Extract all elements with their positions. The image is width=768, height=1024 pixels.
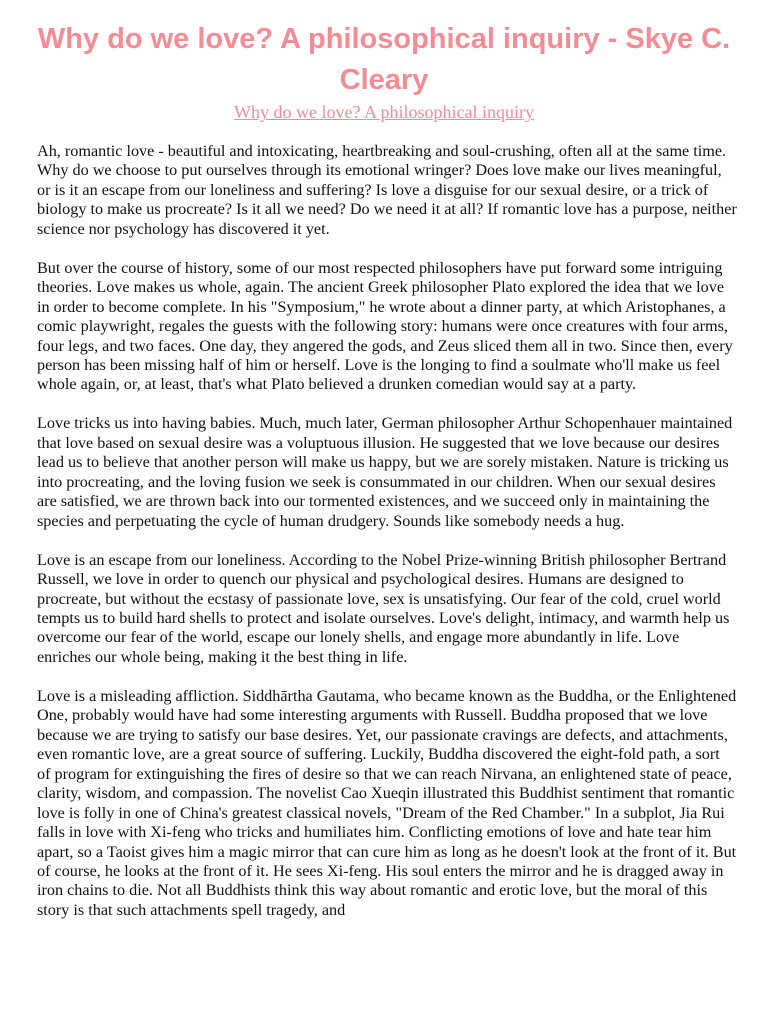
- paragraph-2: But over the course of history, some of our most respected philosophers have put forward some intriguing theories. Love makes us whole, again. The ancient Greek philosopher Plato explored the idea that we love in order to become complete. In his "Symposium," he wrote about a dinner party, at which Aristophanes, a comic playwright, regales the guests with the following story: humans were once creatures with four arms, four legs, and two faces. One day, they angered the gods, and Zeus sliced them all in two. Since then, every person has been missing half of him or herself. Love is the longing to find a soulmate who'll make us feel whole again, or, at least, that's what Plato believed a drunken comedian would say at a party.: [37, 258, 733, 394]
- page-title: Why do we love? A philosophical inquiry - Skye C. Cleary: [37, 23, 731, 96]
- article-body: [37, 142, 737, 940]
- paragraph-3: Love tricks us into having babies. Much, much later, German philosopher Arthur Schopenhauer maintained that love based on sexual desire was a voluptuous illusion. He suggested that we love because our desires lead us to believe that another person will make us happy, but we are sorely mistaken. Nature is tricking us into procreating, and the loving fusion we seek is consummated in our children. When our sexual desires are satisfied, we are thrown back into our tormented existences, and we succeed only in maintaining the species and perpetuating the cycle of human drudgery. Sounds like somebody needs a hug.: [37, 414, 733, 530]
- paragraph-4: Love is an escape from our loneliness. According to the Nobel Prize-winning British philosopher Bertrand Russell, we love in order to quench our physical and psychological desires. Humans are designed to procreate, but without the ecstasy of passionate love, sex is unsatisfying. Our fear of the cold, cruel world tempts us to build hard shells to protect and isolate ourselves. Love's delight, intimacy, and warmth help us overcome our fear of the world, escape our lonely shells, and engage more abundantly in life. Love enriches our whole being, making it the best thing in life.: [37, 550, 730, 666]
- paragraph-5: Love is a misleading affliction. Siddhārtha Gautama, who became known as the Buddha, or the Enlightened One, probably would have had some interesting arguments with Russell. Buddha proposed that we love because we are trying to satisfy our base desires. Yet, our passionate cravings are defects, and attachments, even romantic love, are a great source of suffering. Luckily, Buddha discovered the eight-fold path, a sort of program for extinguishing the fires of desire so that we can reach Nirvana, an enlightened state of peace, clarity, wisdom, and compassion. The novelist Cao Xueqin illustrated this Buddhist sentiment that romantic love is folly in one of China's greatest classical novels, "Dream of the Red Chamber." In a subplot, Jia Rui falls in love with Xi-feng who tricks and humiliates him. Conflicting emotions of love and hate tear him apart, so a Taoist gives him a magic mirror that can cure him as long as he doesn't look at the front of it. But of course, he looks at the front of it. He sees Xi-feng. His soul enters the mirror and he is dragged away in iron chains to die. Not all Buddhists think this way about romantic and erotic love, but the moral of this story is that such attachments spell tragedy, and: [37, 686, 737, 919]
- paragraph-1: Ah, romantic love - beautiful and intoxicating, heartbreaking and soul-crushing, often all at the same time. Why do we choose to put ourselves through its emotional wringer? Does love make our lives meaningful, or is it an escape from our loneliness and suffering? Is love a disguise for our sexual desire, or a trick of biology to make us procreate? Is it all we need? Do we need it at all? If romantic love has a purpose, neither science nor psychology has discovered it yet.: [37, 142, 737, 238]
- article-link[interactable]: Why do we love? A philosophical inquiry: [234, 102, 534, 122]
